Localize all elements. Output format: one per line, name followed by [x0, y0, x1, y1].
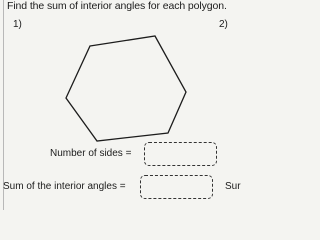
problem-2-angles-label: Sur [225, 181, 241, 192]
number-of-sides-label: Number of sides = [50, 148, 132, 159]
problem-number-2: 2) [219, 19, 228, 30]
hexagon-outline [66, 36, 186, 141]
sum-of-interior-angles-answer-box[interactable] [140, 175, 213, 199]
hexagon-figure [60, 34, 200, 150]
number-of-sides-answer-box[interactable] [144, 142, 217, 166]
problem-number-1: 1) [13, 19, 22, 30]
sum-of-interior-angles-label: Sum of the interior angles = [3, 181, 126, 192]
worksheet-instruction: Find the sum of interior angles for each polygon. [7, 0, 227, 12]
margin-line [3, 0, 4, 210]
